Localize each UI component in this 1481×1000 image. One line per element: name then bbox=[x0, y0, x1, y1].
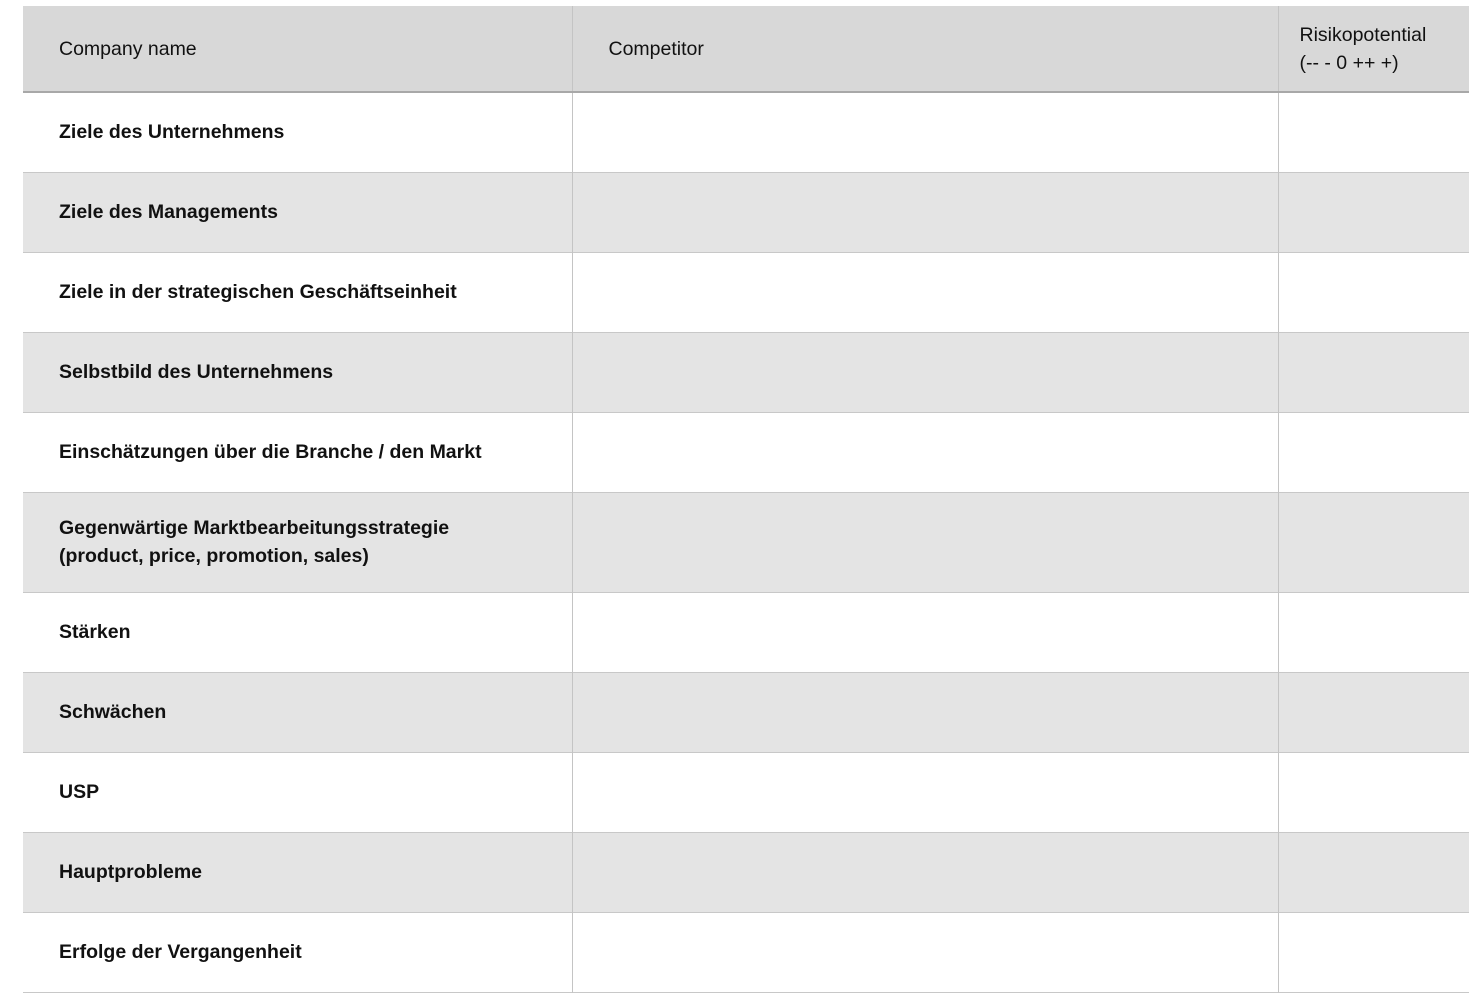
table-row bbox=[23, 252, 1469, 332]
competitor-cell[interactable] bbox=[572, 492, 1278, 592]
risk-cell[interactable] bbox=[1278, 592, 1469, 672]
risk-cell[interactable] bbox=[1278, 912, 1469, 992]
risk-cell[interactable] bbox=[1278, 332, 1469, 412]
competitor-cell[interactable] bbox=[572, 672, 1278, 752]
risk-cell[interactable] bbox=[1278, 412, 1469, 492]
risk-cell[interactable] bbox=[1278, 672, 1469, 752]
competitor-analysis-sheet bbox=[23, 6, 1469, 1000]
row-label-ziele-geschaeftseinheit: Ziele in der strategischen Geschäftseinheit bbox=[23, 252, 572, 332]
table-row bbox=[23, 332, 1469, 412]
row-label-line2: (product, price, promotion, sales) bbox=[59, 545, 369, 567]
row-label-marktbearbeitungsstrategie bbox=[23, 492, 572, 592]
competitor-analysis-table bbox=[23, 6, 1469, 993]
competitor-cell[interactable] bbox=[572, 172, 1278, 252]
risk-cell[interactable] bbox=[1278, 252, 1469, 332]
row-label-ziele-unternehmen: Ziele des Unternehmens bbox=[23, 92, 572, 172]
table-row bbox=[23, 592, 1469, 672]
table-row bbox=[23, 92, 1469, 172]
table-row bbox=[23, 412, 1469, 492]
competitor-cell[interactable] bbox=[572, 752, 1278, 832]
competitor-cell[interactable] bbox=[572, 332, 1278, 412]
competitor-cell[interactable] bbox=[572, 412, 1278, 492]
competitor-cell[interactable] bbox=[572, 252, 1278, 332]
risk-potential-title: Risikopotential bbox=[1299, 23, 1427, 46]
row-label-line1: Gegenwärtige Marktbearbeitungsstrategie bbox=[59, 517, 450, 539]
table-row bbox=[23, 752, 1469, 832]
table-row bbox=[23, 832, 1469, 912]
row-label-selbstbild: Selbstbild des Unternehmens bbox=[23, 332, 572, 412]
table-row bbox=[23, 672, 1469, 752]
row-label-hauptprobleme: Hauptprobleme bbox=[23, 832, 572, 912]
risk-cell[interactable] bbox=[1278, 172, 1469, 252]
table-row bbox=[23, 492, 1469, 592]
row-label-ziele-management: Ziele des Managements bbox=[23, 172, 572, 252]
table-row bbox=[23, 912, 1469, 992]
competitor-cell[interactable] bbox=[572, 592, 1278, 672]
risk-potential-header[interactable] bbox=[1278, 6, 1469, 92]
table-header bbox=[23, 6, 1469, 92]
competitor-cell[interactable] bbox=[572, 912, 1278, 992]
row-label-schwaechen: Schwächen bbox=[23, 672, 572, 752]
competitor-cell[interactable] bbox=[572, 832, 1278, 912]
risk-cell[interactable] bbox=[1278, 752, 1469, 832]
risk-potential-scale: (-- - 0 ++ +) bbox=[1299, 51, 1399, 74]
row-label-usp: USP bbox=[23, 752, 572, 832]
risk-cell[interactable] bbox=[1278, 92, 1469, 172]
row-label-erfolge: Erfolge der Vergangenheit bbox=[23, 912, 572, 992]
header-row bbox=[23, 6, 1469, 92]
row-label-staerken: Stärken bbox=[23, 592, 572, 672]
risk-cell[interactable] bbox=[1278, 492, 1469, 592]
competitor-cell[interactable] bbox=[572, 92, 1278, 172]
risk-cell[interactable] bbox=[1278, 832, 1469, 912]
company-name-header[interactable]: Company name bbox=[23, 6, 572, 92]
table-body bbox=[23, 92, 1469, 992]
table-row bbox=[23, 172, 1469, 252]
competitor-header[interactable]: Competitor bbox=[572, 6, 1278, 92]
row-label-einschaetzungen: Einschätzungen über die Branche / den Markt bbox=[23, 412, 572, 492]
